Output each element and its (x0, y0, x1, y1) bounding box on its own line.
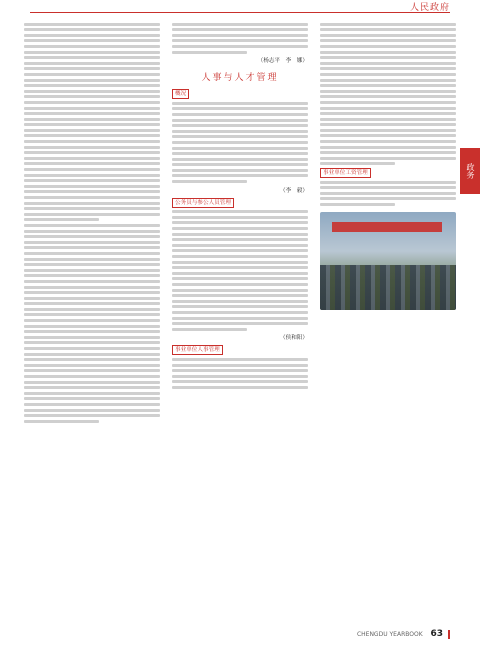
col3-text-lines-1 (320, 23, 456, 166)
column-2 (172, 20, 308, 620)
tag-salary: 事业单位工资管理 (320, 168, 371, 178)
col2-text-lines-1 (172, 23, 308, 54)
tag-overview: 概况 (172, 89, 189, 99)
article-columns (24, 20, 456, 620)
col2-text-lines-2 (172, 102, 308, 183)
col2-paragraph-4 (172, 345, 308, 355)
col3-text-lines-2 (320, 181, 456, 206)
header-title: 人民政府 (409, 3, 450, 13)
page-footer (357, 629, 450, 639)
footer-publication: CHENGDU YEARBOOK (356, 631, 423, 638)
col2-paragraph-3 (172, 198, 308, 208)
col2-text-lines-3 (172, 210, 308, 330)
col1-text-lines-2 (24, 224, 160, 423)
header-rule (30, 12, 450, 13)
col3-paragraph-2 (320, 168, 456, 178)
footer-accent-bar (448, 630, 450, 639)
tag-institution: 事业单位人事管理 (172, 345, 223, 355)
section-title-talent: 人事与人才管理 (201, 73, 279, 84)
side-tab-politics: 政务 (460, 148, 480, 194)
byline-2: （李 毅） (280, 187, 308, 194)
column-3 (320, 20, 456, 620)
event-photo (320, 212, 456, 310)
photo-banner (332, 222, 442, 232)
byline-1: （杨志平 李 娜） (257, 58, 308, 65)
col1-text-lines-1 (24, 23, 160, 222)
col2-text-lines-4 (172, 358, 308, 389)
byline-3: （侯和阳） (280, 335, 308, 342)
col2-paragraph-2 (172, 89, 308, 99)
photo-crowd (320, 265, 456, 310)
tag-civil-servant: 公务员与参公人员管理 (172, 198, 234, 208)
column-1 (24, 20, 160, 620)
page-number: 63 (430, 629, 444, 639)
